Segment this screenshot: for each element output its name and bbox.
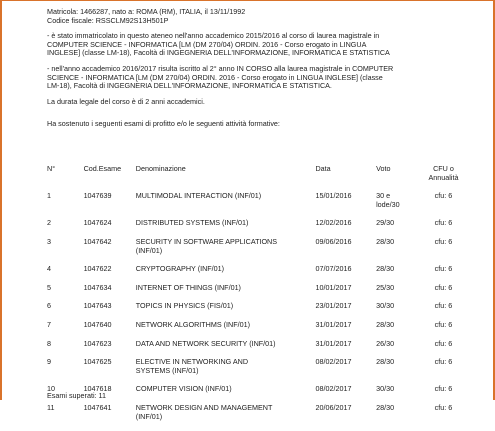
- cell-name-line: INTERNET OF THINGS (INF/01): [135, 282, 241, 292]
- cell-name: [136, 192, 316, 219]
- cell-date: 08/02/2017: [315, 357, 352, 367]
- cell-grade-line: 28/30: [376, 319, 395, 329]
- enrollment-paragraph: [47, 32, 467, 58]
- cell-grade: [376, 284, 420, 303]
- cell-cfu: cfu: 6: [434, 236, 453, 246]
- cell-grade-line: 25/30: [376, 282, 395, 292]
- cell-date: 07/07/2016: [315, 264, 352, 274]
- cell-code: 1047622: [83, 264, 112, 274]
- cell-code: 1047640: [83, 319, 112, 329]
- cell-grade: [376, 340, 420, 359]
- cell-date: 20/06/2017: [315, 402, 352, 412]
- cell-code: 1047623: [83, 338, 112, 348]
- header-grade: Voto: [376, 164, 391, 173]
- cell-grade-line: 28/30: [376, 402, 395, 412]
- exams-intro: Ha sostenuto i seguenti esami di profitto e/o le seguenti attività formative:: [47, 119, 280, 129]
- table-row: [47, 238, 467, 265]
- cell-cfu: cfu: 6: [434, 191, 453, 201]
- header-number: N°: [47, 164, 56, 173]
- table-row: [47, 284, 467, 303]
- cell-name-line: NETWORK ALGORITHMS (INF/01): [135, 319, 251, 329]
- document-body: [47, 8, 467, 129]
- cell-name-line: COMPUTER VISION (INF/01): [135, 384, 232, 394]
- cell-date: 15/01/2016: [315, 191, 352, 201]
- cell-code: 1047625: [83, 357, 112, 367]
- cell-name-line: MULTIMODAL INTERACTION (INF/01): [135, 191, 262, 201]
- cell-grade: [376, 358, 420, 385]
- text-line: INGLESE] (classe LM-18), Facoltà di INGEGNERIA DELL'INFORMAZIONE, INFORMATICA E STATISTICA: [47, 48, 390, 58]
- cell-number: 2: [47, 218, 51, 228]
- cell-number: 4: [47, 264, 51, 274]
- cell-cfu: cfu: 6: [434, 402, 453, 412]
- cell-grade-line: 28/30: [376, 264, 395, 274]
- cell-number: 7: [47, 319, 51, 329]
- cell-name-line: ELECTIVE IN NETWORKING AND: [135, 357, 249, 367]
- cell-date: 08/02/2017: [315, 384, 352, 394]
- cell-name: [136, 340, 316, 359]
- cell-code: 1047639: [83, 191, 112, 201]
- cell-number: 6: [47, 301, 51, 311]
- cell-name-line: (INF/01): [135, 245, 163, 255]
- table-row: [47, 192, 467, 219]
- header-cfu: [420, 165, 467, 192]
- table-row: [47, 340, 467, 359]
- cell-cfu: cfu: 6: [434, 319, 453, 329]
- cell-grade-line: 26/30: [376, 338, 395, 348]
- text-line: COMPUTER SCIENCE - INFORMATICA [LM (DM 270/04) ORDIN. 2016 - Corso erogato in LINGUA: [47, 39, 367, 49]
- header-cfu-line: Annualità: [428, 172, 459, 182]
- cell-grade-line: 30/30: [376, 384, 395, 394]
- cell-name: [136, 238, 316, 265]
- cell-code: 1047642: [83, 236, 112, 246]
- student-id-line: Matricola: 1466287, nato a: ROMA (RM), ITALIA, il 13/11/1992: [47, 7, 246, 16]
- cell-cfu: cfu: 6: [434, 384, 453, 394]
- cell-code: 1047618: [83, 384, 112, 394]
- cell-name: [136, 265, 316, 284]
- table-row: [47, 358, 467, 385]
- header-name: Denominazione: [135, 164, 186, 173]
- cell-name: [136, 404, 316, 431]
- cell-date: 12/02/2016: [315, 218, 352, 228]
- table-row: [47, 321, 467, 340]
- cell-name-line: SECURITY IN SOFTWARE APPLICATIONS: [135, 236, 278, 246]
- cell-grade: [376, 321, 420, 340]
- text-line: - è stato immatricolato in questo ateneo nell'anno accademico 2015/2016 al corso di laurea magistrale in: [47, 31, 380, 41]
- cell-grade: [376, 265, 420, 284]
- cell-grade-line: 30 e: [376, 191, 391, 201]
- table-row: [47, 404, 467, 431]
- table-row: [47, 385, 467, 404]
- cell-date: 09/06/2016: [315, 236, 352, 246]
- text-line: SCIENCE - INFORMATICA [LM (DM 270/04) ORDIN. 2016 - Corso erogato in LINGUA INGLESE] (classe: [47, 72, 383, 82]
- cell-number: 1: [47, 191, 51, 201]
- cell-cfu: cfu: 6: [434, 282, 453, 292]
- exams-table: [47, 165, 467, 431]
- cell-cfu: cfu: 6: [434, 218, 453, 228]
- cell-grade-line: 30/30: [376, 301, 395, 311]
- cell-grade: [376, 238, 420, 265]
- text-line: - nell'anno accademico 2016/2017 risulta iscritto al 2° anno IN CORSO alla laurea magistrale in COMPUTER: [47, 63, 394, 73]
- cell-grade-line: 28/30: [376, 236, 395, 246]
- cell-cfu: cfu: 6: [434, 264, 453, 274]
- cell-code: 1047643: [83, 301, 112, 311]
- table-row: [47, 219, 467, 238]
- header-code: Cod.Esame: [83, 164, 122, 173]
- cell-number: 3: [47, 236, 51, 246]
- cell-name-line: DATA AND NETWORK SECURITY (INF/01): [135, 338, 276, 348]
- cell-grade: [376, 404, 420, 431]
- table-row: [47, 265, 467, 284]
- cell-code: 1047624: [83, 218, 112, 228]
- cell-name: [136, 219, 316, 238]
- cell-cfu: cfu: 6: [434, 338, 453, 348]
- cell-name-line: SYSTEMS (INF/01): [135, 365, 199, 375]
- cell-number: 10: [47, 384, 55, 394]
- duration-paragraph: La durata legale del corso è di 2 anni accademici.: [47, 96, 205, 106]
- cell-name: [136, 358, 316, 385]
- cell-grade: [376, 302, 420, 321]
- cell-number: 9: [47, 357, 51, 367]
- cell-code: 1047641: [83, 402, 112, 412]
- cell-name-line: TOPICS IN PHYSICS (FIS/01): [135, 301, 234, 311]
- fiscal-code-line: Codice fiscale: RSSCLM92S13H501P: [47, 15, 169, 25]
- cell-grade: [376, 192, 420, 219]
- cell-grade: [376, 385, 420, 404]
- cell-name: [136, 321, 316, 340]
- text-line: LM-18), Facoltà di INGEGNERIA DELL'INFORMAZIONE, INFORMATICA E STATISTICA.: [47, 81, 332, 91]
- cell-grade-line: lode/30: [376, 199, 400, 209]
- cell-date: 31/01/2017: [315, 319, 352, 329]
- cell-cfu: cfu: 6: [434, 301, 453, 311]
- cell-number: 8: [47, 338, 51, 348]
- header-date: Data: [315, 164, 331, 173]
- exams-summary: Esami superati: 11: [47, 391, 106, 400]
- cell-name-line: (INF/01): [135, 411, 163, 421]
- cell-name: [136, 284, 316, 303]
- cell-name: [136, 385, 316, 404]
- header-cfu-line: CFU o: [433, 164, 454, 173]
- cell-name-line: DISTRIBUTED SYSTEMS (INF/01): [135, 218, 249, 228]
- cell-date: 10/01/2017: [315, 282, 352, 292]
- table-header-row: [47, 165, 467, 192]
- cell-number: 5: [47, 282, 51, 292]
- cell-name-line: NETWORK DESIGN AND MANAGEMENT: [135, 402, 273, 412]
- cell-date: 31/01/2017: [315, 338, 352, 348]
- cell-name-line: CRYPTOGRAPHY (INF/01): [135, 264, 225, 274]
- cell-number: 11: [47, 402, 55, 412]
- cell-cfu: cfu: 6: [434, 357, 453, 367]
- cell-grade-line: 29/30: [376, 218, 395, 228]
- current-year-paragraph: [47, 65, 467, 91]
- cell-code: 1047634: [83, 282, 112, 292]
- cell-date: 23/01/2017: [315, 301, 352, 311]
- cell-grade-line: 28/30: [376, 357, 395, 367]
- cell-grade: [376, 219, 420, 238]
- cell-name: [136, 302, 316, 321]
- table-row: [47, 302, 467, 321]
